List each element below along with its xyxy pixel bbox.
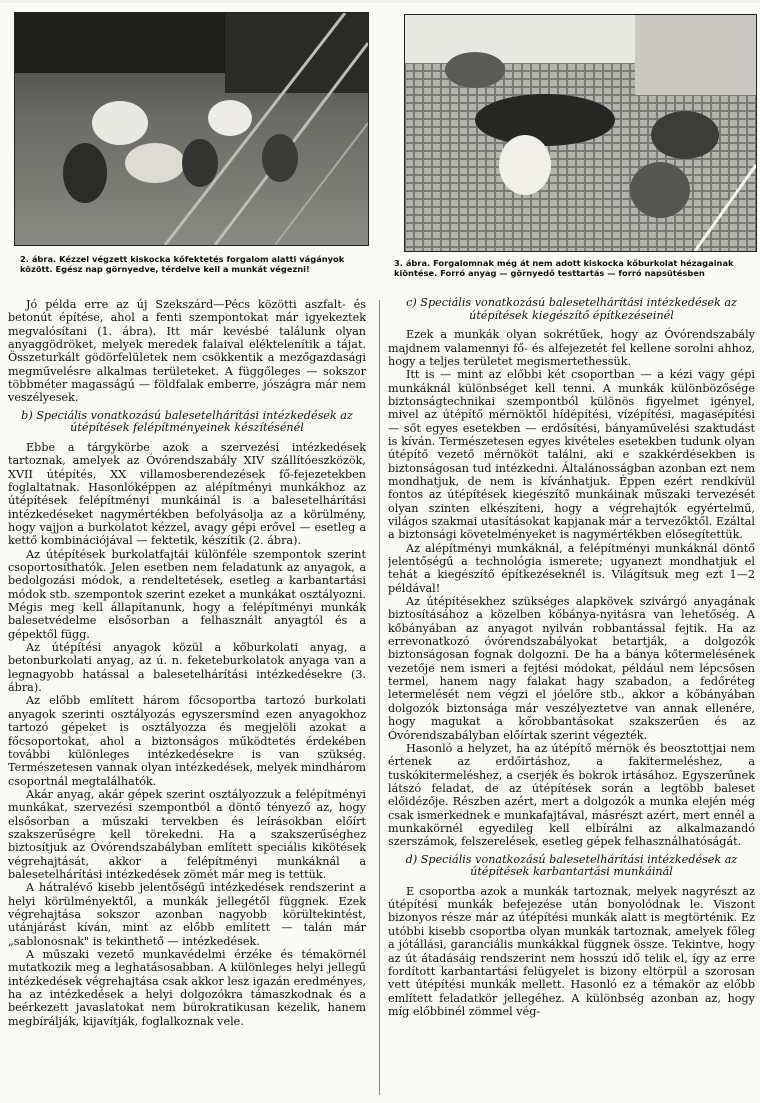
paragraph: Az útépítési anyagok közül a kőburkolati anyag, a betonburkolati anyag, az ú. n. feketeburkolatok anyaga van a legnagyobb hatással a balesetelhárítási intézkedésekre (3. ábra). <box>8 641 366 695</box>
right-column <box>388 297 755 1097</box>
figure-2-caption: 2. ábra. Kézzel végzett kiskocka kőfektetés forgalom alatti vágányok között. Egész nap görnyedve, térdelve kell a munkát végezni! <box>20 254 345 274</box>
paragraph: A hátralévő kisebb jelentőségű intézkedések rendszerint a helyi körülményektől, a munkák jellegétől függnek. Ezek végrehajtása sokszor azonban nagyobb körültekintést, utánjárást kíván, mint az előbb említett — talán már „sablonosnak" is tekinthető — intézkedések. <box>8 881 366 948</box>
paragraph: Jó példa erre az új Szekszárd—Pécs közötti aszfalt- és betonút építése, ahol a fenti szempontokat már igyekeztek megvalósítani (1. ábra). Itt már kevésbé találunk olyan anyaggödröket, melyek meredek falaival eléktelenítik a tájat. Összeturkált gödörfelületek nem csökkentik a mezőgazdasági megművelésre alkalmas területeket. A függőleges — sokszor többméter magasságú — földfalak emberre, jószágra már nem veszélyesek. <box>8 298 366 405</box>
left-column <box>8 298 366 1098</box>
section-heading-d: d) Speciális vonatkozású balesetelhárítási intézkedések az útépítések karbantartási munkáinál <box>405 852 738 879</box>
figure-2-photo <box>14 12 369 246</box>
paragraph: Az előbb említett három főcsoportba tartozó burkolati anyagok szerinti osztályozás egyszersmind ezen anyagokhoz tartozó gépeket is osztályozza és megjelöli azokat a főcsoportokat, ahol a biztonságos működtetés érdekében további különleges intézkedésekre is van szükség. Természetesen vannak olyan intézkedések, melyek mindhárom csoportnál megtalálhatók. <box>8 694 366 788</box>
paragraph: Itt is — mint az előbbi két csoportban — a kézi vagy gépi munkáknál különbséget kell tenni. A munkák különbözősége biztonságtechnikai szempontból különös figyelmet igényel, mivel az útépítő mérnöktől hídépítési, vízépítési, magasépítési — sőt egyes esetekben — erdősítési, bányaművelési szaktudást is kíván. Természetesen egyes kivételes esetekben tudunk olyan útépítő vezető mérnököt találni, aki e szakkérdésekben is biztonságosan tud intézkedni. Általánosságban azonban ezt nem mondhatjuk, de nem is kívánhatjuk. Éppen ezért rendkívül fontos az útépítések kiegészítő munkáinak műszaki tervezését olyan szinten elkészíteni, hogy a végrehajtók egyértelmű, világos szakmai utasításokat kapjanak már a tervezőktől. Ezáltal a biztonsági követelményeket is nagymértékben elősegítettük. <box>388 368 755 542</box>
section-heading-b: b) Speciális vonatkozású balesetelhárítási intézkedések az útépítések felépítményeinek készítésénél <box>21 408 353 435</box>
paragraph: A műszaki vezető munkavédelmi érzéke és témakörnél mutatkozik meg a leghatásosabban. A különleges helyi jellegű intézkedések végrehajtása csak akkor lesz igazán eredményes, ha az intézkedések a helyi dolgozókra támaszkodnak és a beérkezett javaslatokat nem bürokratikusan kezelik, hanem megbírálják, kijavítják, foglalkoznak vele. <box>8 948 366 1028</box>
paragraph: Ezek a munkák olyan sokrétűek, hogy az Óvórendszabály majdnem valamennyi fő- és alfejezetét fel kellene sorolni ahhoz, hogy a teljes területet megismertethessük. <box>388 328 755 368</box>
paragraph: Akár anyag, akár gépek szerint osztályozzuk a felépítményi munkákat, szervezési szempontból a döntő tényező az, hogy elsősorban a műszaki tervekben és leírásokban előírt szakszerűségre kell törekedni. Ha a szakszerűséghez biztosítjuk az Óvórendszabályban említett speciális kikötések végrehajtását, akkor a felépítményi munkáknál a balesetelhárítási intézkedések zömét már meg is tettük. <box>8 787 366 881</box>
page-top-edge <box>0 0 760 3</box>
column-divider <box>379 300 380 1095</box>
paragraph: Hasonló a helyzet, ha az útépítő mérnök és beosztottjai nem értenek az erdőirtáshoz, a fakitermeléshez, a tuskókitermeléshez, a cserjék és bokrok irtásához. Egyszerűnek látszó feladat, de az útépítések során a legtöbb baleset előidézője. Részben azért, mert a dolgozók a munka elején még csak ismerkednek e munkafajtával, másrészt azért, mert ennél a munkakörnél egyedileg kell elbírálni az alkalmazandó szerszámok, felszerelések, esetleg gépek felhasználhatóságát. <box>388 741 755 849</box>
section-heading-c: c) Speciális vonatkozású balesetelhárítási intézkedések az útépítések kiegészítő építkezéseinél <box>406 297 737 322</box>
paragraph: Az útépítésekhez szükséges alapkövek szivárgó anyagának biztosításához a közelben kőbánya-nyitásra van lehetőség. A kőbányában az anyagot nyilván robbantással fejtik. Ha az errevonatkozó óvórendszabályokat betartják, a dolgozók biztonságosan fognak dolgozni. De ha a bánya kőtermelésének vezetője nem ismeri a fejtési módokat, például nem lépcsősen termel, hanem nagy falakat hagy szabadon, a fedőréteg letermelését nem végzi el jóelőre stb., akkor a kőbányában dolgozók biztonsága már veszélyeztetve van annak ellenére, hogy magukat a kőrobbantásokat szakszerűen és az Óvórendszabályban előírtak szerint végezték. <box>388 595 755 742</box>
paragraph: Az útépítések burkolatfajtái különféle szempontok szerint csoportosíthatók. Jelen esetben nem feladatunk az anyagok, a bedolgozási módok, a rendeltetések, esetleg a karbantartási módok stb. szempontok szerint ezeket a munkákat osztályozni. Mégis meg kell állapítanunk, hogy a felépítményi munkák balesetvédelme elsősorban a felhasznált anyagtól és a gépektől függ. <box>8 547 366 641</box>
paragraph: E csoportba azok a munkák tartoznak, melyek nagyrészt az útépítési munkák befejezése után bonyolódnak le. Viszont bizonyos része már az útépítési munkák alatt is megtörténik. Ez utóbbi kisebb csoportba olyan munkák tartoznak, amelyek főleg a jótállási, garanciális munkákkal függnek össze. Tekintve, hogy az út átadásáig rendszerint nem hosszú idő telik el, így az erre fordított karbantartási felügyelet is bizony eltörpül a szorosan vett útépítési munkák mellett. Hasonló ez a témakör az előbb említett feladatkör jellegéhez. A különbség azonban az, hogy míg előbbinél zömmel vég- <box>388 884 755 1018</box>
paragraph: Az alépítményi munkáknál, a felépítményi munkáknál döntő jelentőségű a technológia ismerete; ugyanezt mondhatjuk el tehát a kiegészítő építkezéseknél is. Világítsuk meg ezt 1—2 példával! <box>388 541 755 595</box>
figure-3-photo <box>404 14 757 252</box>
figure-3-caption: 3. ábra. Forgalomnak még át nem adott kiskocka kőburkolat hézagainak kiöntése. Forró anyag — görnyedő testtartás — forró napsütésben <box>394 258 734 278</box>
paragraph: Ebbe a tárgykörbe azok a szervezési intézkedések tartoznak, amelyek az Óvórendszabály XIV szállítóeszközök, XVII útépítés, XX villamosberendezések fő-fejezetekben foglaltatnak. Hasonlóképpen az alépítményi munkákhoz az útépítések felépítményi munkáinál is a balesetelhárítási intézkedéseket nagymértékben befolyásolja az a körülmény, hogy vajjon a burkolatot kézzel, avagy gépi erővel — esetleg a kettő kombinációjával — fektetik, készítik (2. ábra). <box>8 440 366 548</box>
